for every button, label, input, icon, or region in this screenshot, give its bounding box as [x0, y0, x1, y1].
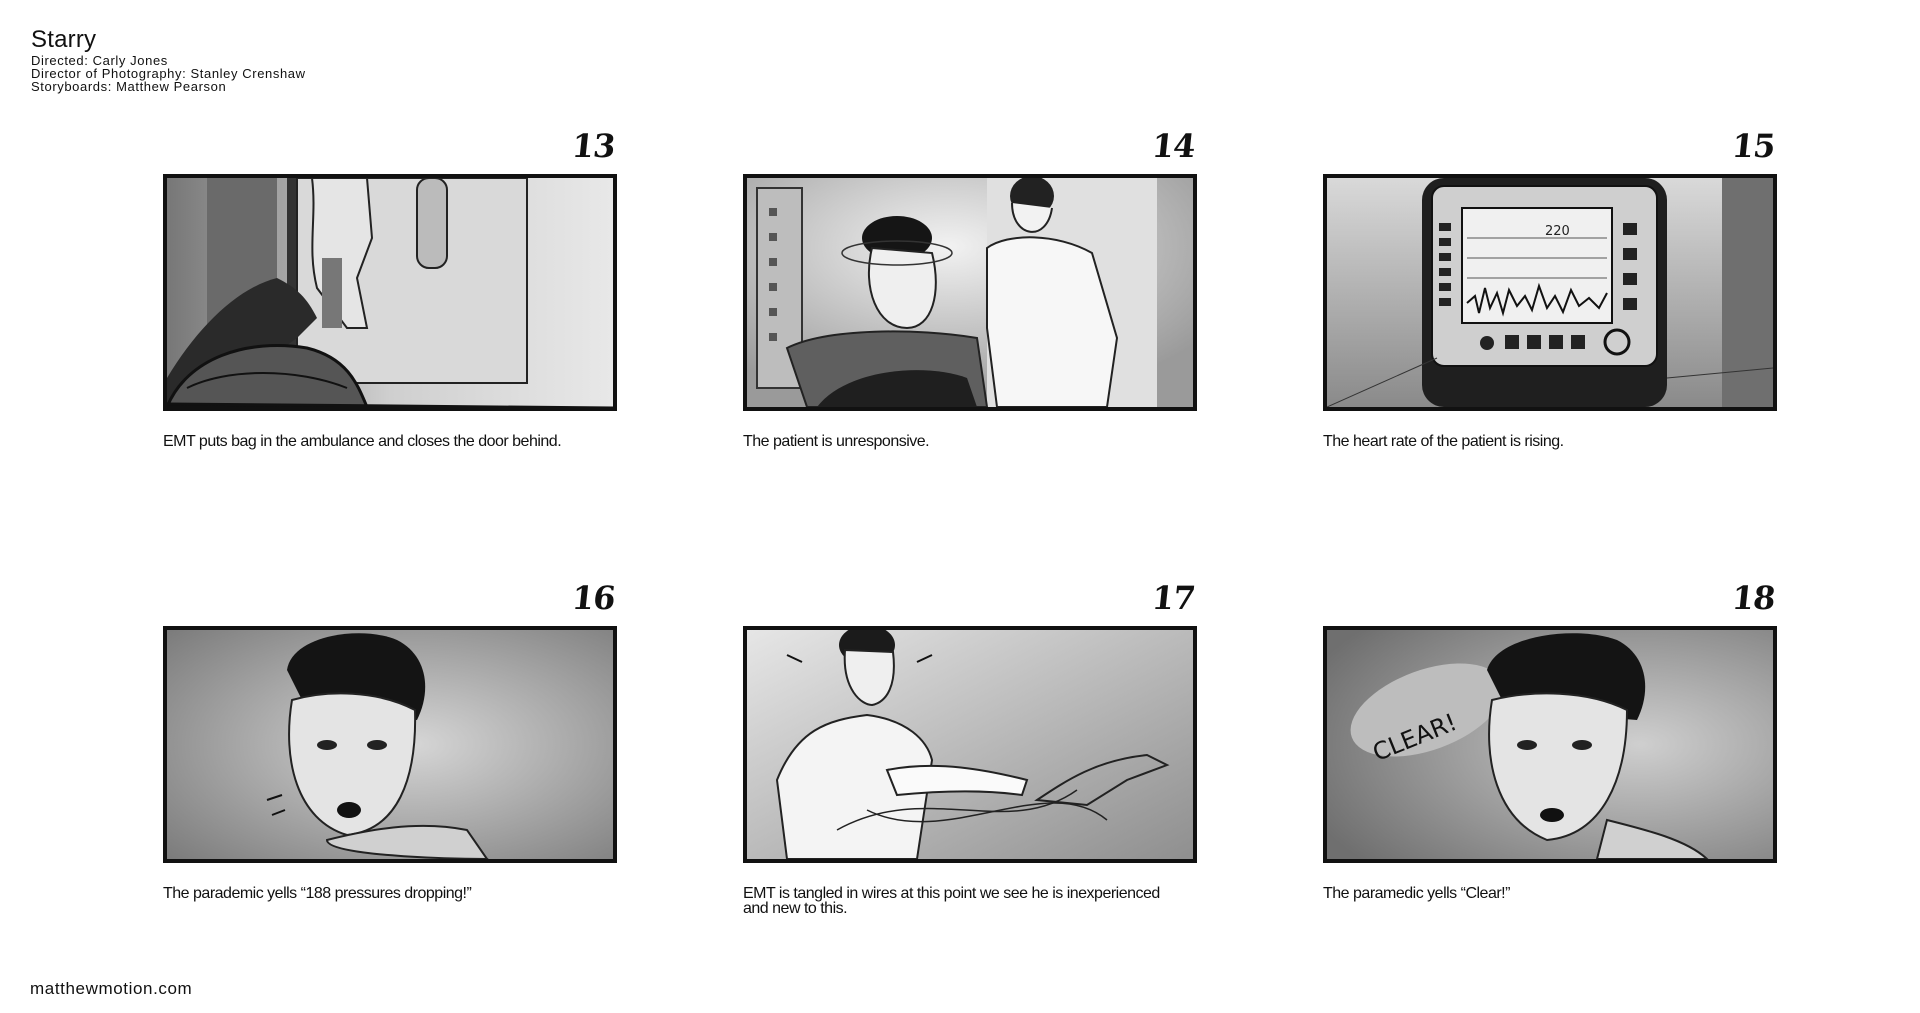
- panel-number: 18: [1730, 579, 1777, 617]
- panel-caption: EMT puts bag in the ambulance and closes the door behind.: [163, 433, 562, 450]
- panel-frame: [743, 626, 1197, 863]
- project-title: Starry: [31, 26, 97, 53]
- website-link[interactable]: matthewmotion.com: [30, 979, 193, 998]
- panel-number: 16: [570, 579, 617, 617]
- unresponsive-patient-sketch: [747, 178, 1193, 407]
- paramedic-clear-sketch: [1327, 630, 1773, 859]
- header: [31, 26, 306, 93]
- emt-tangled-wires-sketch: [747, 630, 1193, 859]
- panel-caption: EMT is tangled in wires at this point we see he is inexperienced and new to this.: [743, 885, 1160, 917]
- panel-number: 13: [570, 127, 617, 165]
- panel-number: 15: [1730, 127, 1777, 165]
- monitor-reading: 220: [1545, 224, 1570, 239]
- panel-frame: [743, 174, 1197, 411]
- panel-caption: The patient is unresponsive.: [743, 433, 930, 450]
- heart-monitor-sketch: [1327, 178, 1773, 407]
- panel-caption: The paramedic yells “Clear!”: [1323, 885, 1510, 902]
- panel-frame: [1323, 174, 1777, 411]
- storyboard-credit: Storyboards: Matthew Pearson: [31, 79, 227, 94]
- panel-number: 14: [1150, 127, 1197, 165]
- panel-number: 17: [1150, 579, 1197, 617]
- panel-frame: [163, 626, 617, 863]
- panel-frame: [163, 174, 617, 411]
- paramedic-yelling-sketch: [167, 630, 613, 859]
- panel-caption: The parademic yells “188 pressures dropping!”: [163, 885, 472, 902]
- speech-text: CLEAR!: [1368, 708, 1461, 767]
- director-credit: Directed: Carly Jones: [31, 53, 168, 68]
- ambulance-door-sketch: [167, 178, 613, 407]
- panel-caption: The heart rate of the patient is rising.: [1323, 433, 1564, 450]
- panel-frame: [1323, 626, 1777, 863]
- dop-credit: Director of Photography: Stanley Crenshaw: [31, 66, 306, 81]
